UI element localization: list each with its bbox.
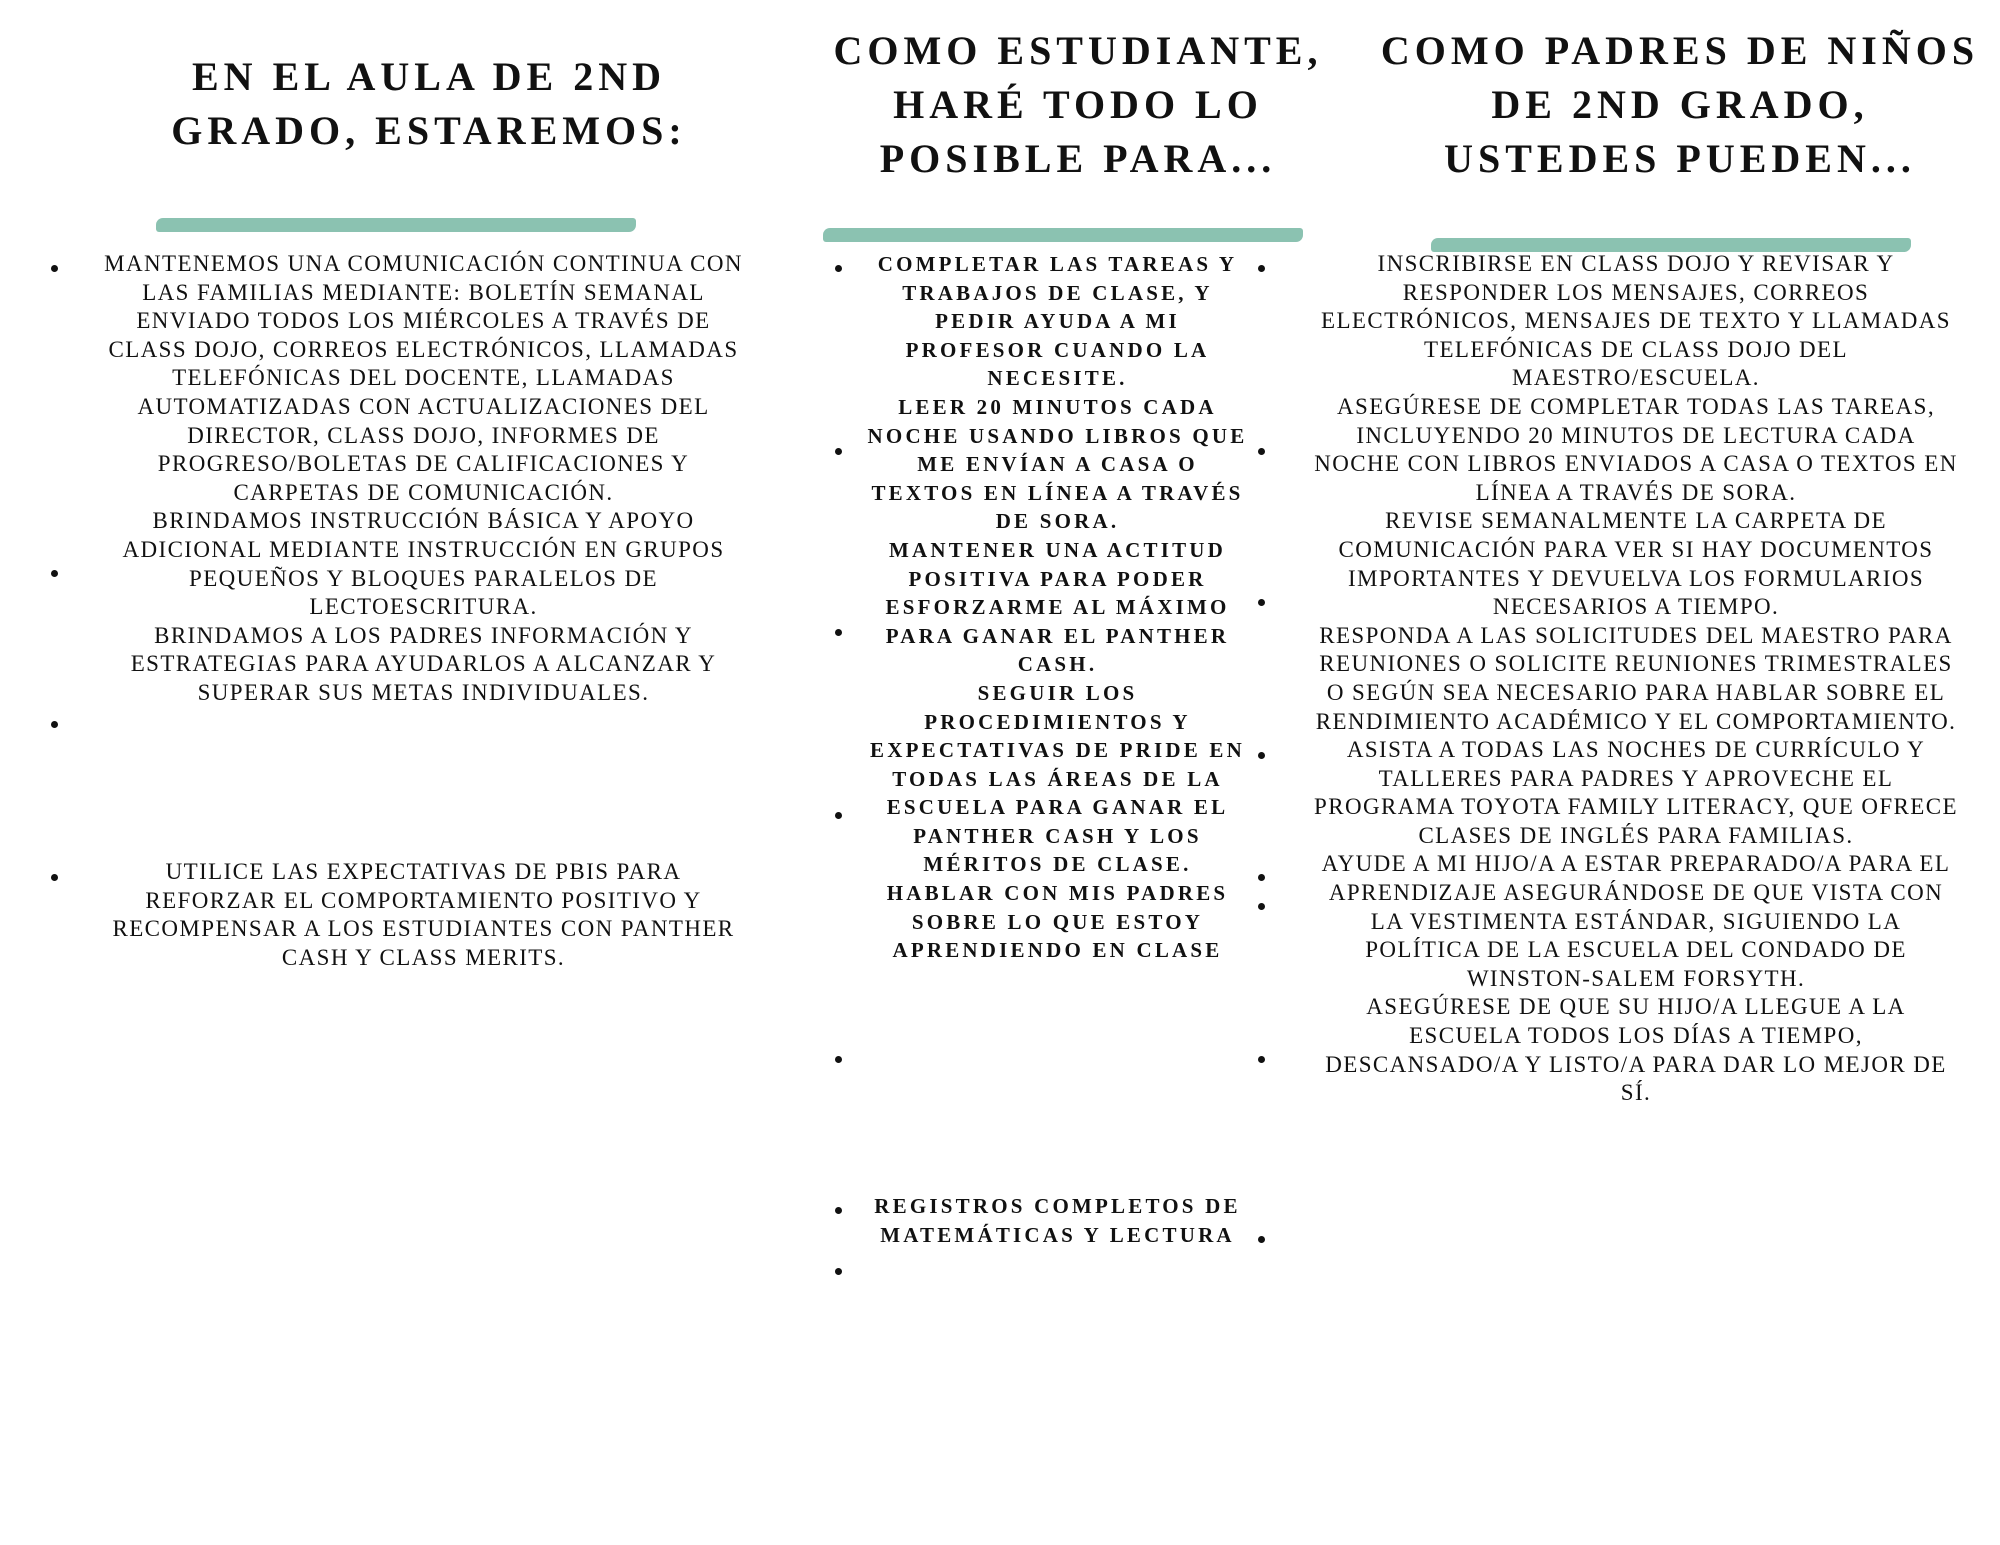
brush-stroke-divider: [823, 228, 1303, 242]
text-line: TALLERES PARA PADRES Y APROVECHE EL: [1378, 765, 1894, 791]
text-line: RENDIMIENTO ACADÉMICO Y EL COMPORTAMIENTO.: [1315, 708, 1957, 734]
text-block: [83, 250, 764, 708]
text-line: COMUNICACIÓN PARA VER SI HAY DOCUMENTOS: [1338, 536, 1934, 562]
text-line: REVISE SEMANALMENTE LA CARPETA DE: [1385, 508, 1887, 534]
bullet-icon: [1258, 265, 1265, 272]
text-line: PROFESOR CUANDO LA: [905, 337, 1210, 362]
title-line: COMO PADRES DE NIÑOS: [1380, 28, 1980, 73]
text-line: APRENDIENDO EN CLASE: [892, 938, 1223, 963]
text-line: NECESARIOS A TIEMPO.: [1492, 594, 1780, 620]
text-line: SUPERAR SUS METAS INDIVIDUALES.: [197, 679, 650, 705]
text-line: ESCUELA TODOS LOS DÍAS A TIEMPO,: [1409, 1023, 1863, 1049]
text-line: SÍ.: [1620, 1080, 1652, 1106]
column-title: [79, 50, 779, 158]
title-line: USTEDES PUEDEN...: [1444, 136, 1916, 181]
bullet-icon: [1258, 448, 1265, 455]
bullet-icon: [51, 265, 58, 272]
text-line: POLÍTICA DE LA ESCUELA DEL CONDADO DE: [1365, 937, 1907, 963]
brush-stroke-divider: [156, 218, 636, 232]
text-line: ENVIADO TODOS LOS MIÉRCOLES A TRAVÉS DE: [136, 308, 711, 334]
text-line: SEGUIR LOS: [977, 680, 1138, 705]
text-line: UTILICE LAS EXPECTATIVAS DE PBIS PARA: [165, 859, 682, 884]
text-line: DE SORA.: [995, 509, 1120, 534]
bullet-icon: [1258, 1236, 1265, 1243]
text-line: TODAS LAS ÁREAS DE LA: [892, 766, 1223, 791]
column-title: [778, 24, 1378, 186]
bullet-icon: [1258, 903, 1265, 910]
text-line: AUTOMATIZADAS CON ACTUALIZACIONES DEL: [137, 393, 710, 419]
title-line: POSIBLE PARA...: [879, 136, 1277, 181]
text-line: ESFORZARME AL MÁXIMO: [885, 595, 1230, 620]
text-line: MAESTRO/ESCUELA.: [1512, 365, 1760, 391]
text-line: RECOMPENSAR A LOS ESTUDIANTES CON PANTHER: [112, 916, 735, 942]
title-line: HARÉ TODO LO: [893, 82, 1263, 127]
text-block: [860, 1192, 1255, 1249]
text-line: BRINDAMOS A LOS PADRES INFORMACIÓN Y: [154, 622, 693, 648]
text-line: MATEMÁTICAS Y LECTURA: [880, 1222, 1235, 1247]
text-line: PARA GANAR EL PANTHER: [885, 623, 1230, 648]
text-line: RESPONDER LOS MENSAJES, CORREOS: [1402, 279, 1870, 305]
text-line: NECESITE.: [987, 366, 1128, 391]
text-line: DESCANSADO/A Y LISTO/A PARA DAR LO MEJOR DE: [1325, 1051, 1947, 1077]
text-line: BRINDAMOS INSTRUCCIÓN BÁSICA Y APOYO: [152, 508, 695, 534]
text-line: NOCHE USANDO LIBROS QUE: [867, 423, 1248, 448]
text-line: ASEGÚRESE DE COMPLETAR TODAS LAS TAREAS,: [1337, 393, 1935, 419]
text-line: WINSTON-SALEM FORSYTH.: [1466, 965, 1806, 991]
text-line: CLASS DOJO, CORREOS ELECTRÓNICOS, LLAMADAS: [108, 336, 739, 362]
text-line: EXPECTATIVAS DE PRIDE EN: [870, 738, 1245, 763]
text-line: CARPETAS DE COMUNICACIÓN.: [233, 479, 614, 505]
title-line: EN EL AULA DE 2ND: [192, 54, 666, 99]
text-line: PEQUEÑOS Y BLOQUES PARALELOS DE: [189, 565, 658, 591]
bullet-icon: [51, 721, 58, 728]
text-line: INSCRIBIRSE EN CLASS DOJO Y REVISAR Y: [1377, 251, 1895, 276]
text-line: LÍNEA A TRAVÉS DE SORA.: [1475, 479, 1797, 505]
text-block: [83, 858, 764, 972]
bullet-icon: [835, 629, 842, 636]
text-line: LECTOESCRITURA.: [309, 594, 538, 620]
text-line: RESPONDA A LAS SOLICITUDES DEL MAESTRO PARA: [1319, 622, 1953, 648]
text-line: SOBRE LO QUE ESTOY: [911, 909, 1204, 934]
bullet-icon: [1258, 1056, 1265, 1063]
title-line: GRADO, ESTAREMOS:: [171, 108, 687, 153]
bullet-icon: [1258, 874, 1265, 881]
text-line: TRABAJOS DE CLASE, Y: [902, 280, 1213, 305]
text-line: REUNIONES O SOLICITE REUNIONES TRIMESTRALES: [1319, 651, 1953, 677]
text-line: PROGRAMA TOYOTA FAMILY LITERACY, QUE OFRECE: [1314, 794, 1958, 820]
bullet-icon: [835, 1207, 842, 1214]
text-line: TELEFÓNICAS DEL DOCENTE, LLAMADAS: [172, 365, 675, 391]
bullet-icon: [835, 1056, 842, 1063]
text-line: PROGRESO/BOLETAS DE CALIFICACIONES Y: [157, 451, 690, 477]
text-line: LA VESTIMENTA ESTÁNDAR, SIGUIENDO LA: [1370, 908, 1902, 934]
text-block: [1290, 250, 1982, 1108]
text-line: REFORZAR EL COMPORTAMIENTO POSITIVO Y: [145, 887, 702, 913]
text-line: APRENDIZAJE ASEGURÁNDOSE DE QUE VISTA CON: [1328, 880, 1944, 906]
column-title: [1330, 24, 2000, 186]
title-line: DE 2ND GRADO,: [1491, 82, 1869, 127]
text-line: ESCUELA PARA GANAR EL: [886, 795, 1229, 820]
text-line: LEER 20 MINUTOS CADA: [898, 394, 1217, 419]
text-line: ASISTA A TODAS LAS NOCHES DE CURRÍCULO Y: [1346, 737, 1926, 763]
text-line: IMPORTANTES Y DEVUELVA LOS FORMULARIOS: [1347, 565, 1925, 591]
text-line: TELEFÓNICAS DE CLASS DOJO DEL: [1424, 336, 1848, 362]
text-line: MANTENEMOS UNA COMUNICACIÓN CONTINUA CON: [104, 251, 743, 276]
text-line: PROCEDIMIENTOS Y: [924, 709, 1191, 734]
text-line: POSITIVA PARA PODER: [908, 566, 1207, 591]
text-line: REGISTROS COMPLETOS DE: [874, 1194, 1241, 1218]
bullet-icon: [51, 874, 58, 881]
text-line: HABLAR CON MIS PADRES: [886, 881, 1229, 906]
text-line: TEXTOS EN LÍNEA A TRAVÉS: [871, 480, 1244, 505]
bullet-icon: [835, 812, 842, 819]
title-line: COMO ESTUDIANTE,: [833, 28, 1323, 73]
text-block: [860, 250, 1255, 965]
text-line: CASH Y CLASS MERITS.: [281, 944, 566, 970]
bullet-icon: [835, 265, 842, 272]
bullet-icon: [1258, 599, 1265, 606]
text-line: LAS FAMILIAS MEDIANTE: BOLETÍN SEMANAL: [142, 279, 705, 305]
text-line: DIRECTOR, CLASS DOJO, INFORMES DE: [187, 422, 660, 448]
text-line: INCLUYENDO 20 MINUTOS DE LECTURA CADA: [1356, 422, 1916, 448]
bullet-icon: [835, 1268, 842, 1275]
text-line: CLASES DE INGLÉS PARA FAMILIAS.: [1418, 822, 1854, 848]
text-line: PANTHER CASH Y LOS: [913, 823, 1202, 848]
text-line: AYUDE A MI HIJO/A A ESTAR PREPARADO/A PARA EL: [1321, 851, 1951, 877]
text-line: MÉRITOS DE CLASE.: [923, 852, 1192, 877]
text-line: COMPLETAR LAS TAREAS Y: [877, 252, 1238, 276]
text-line: ADICIONAL MEDIANTE INSTRUCCIÓN EN GRUPOS: [122, 536, 725, 562]
bullet-icon: [51, 570, 58, 577]
text-line: ESTRATEGIAS PARA AYUDARLOS A ALCANZAR Y: [130, 651, 717, 677]
text-line: ME ENVÍAN A CASA O: [917, 452, 1198, 477]
bullet-icon: [1258, 752, 1265, 759]
text-line: O SEGÚN SEA NECESARIO PARA HABLAR SOBRE EL: [1326, 679, 1946, 705]
text-line: MANTENER UNA ACTITUD: [888, 537, 1227, 562]
text-line: ASEGÚRESE DE QUE SU HIJO/A LLEGUE A LA: [1366, 994, 1906, 1020]
text-line: ELECTRÓNICOS, MENSAJES DE TEXTO Y LLAMADAS: [1321, 308, 1951, 334]
text-line: CASH.: [1017, 652, 1098, 677]
bullet-icon: [835, 448, 842, 455]
text-line: NOCHE CON LIBROS ENVIADOS A CASA O TEXTOS EN: [1314, 451, 1958, 477]
text-line: PEDIR AYUDA A MI: [935, 309, 1180, 334]
